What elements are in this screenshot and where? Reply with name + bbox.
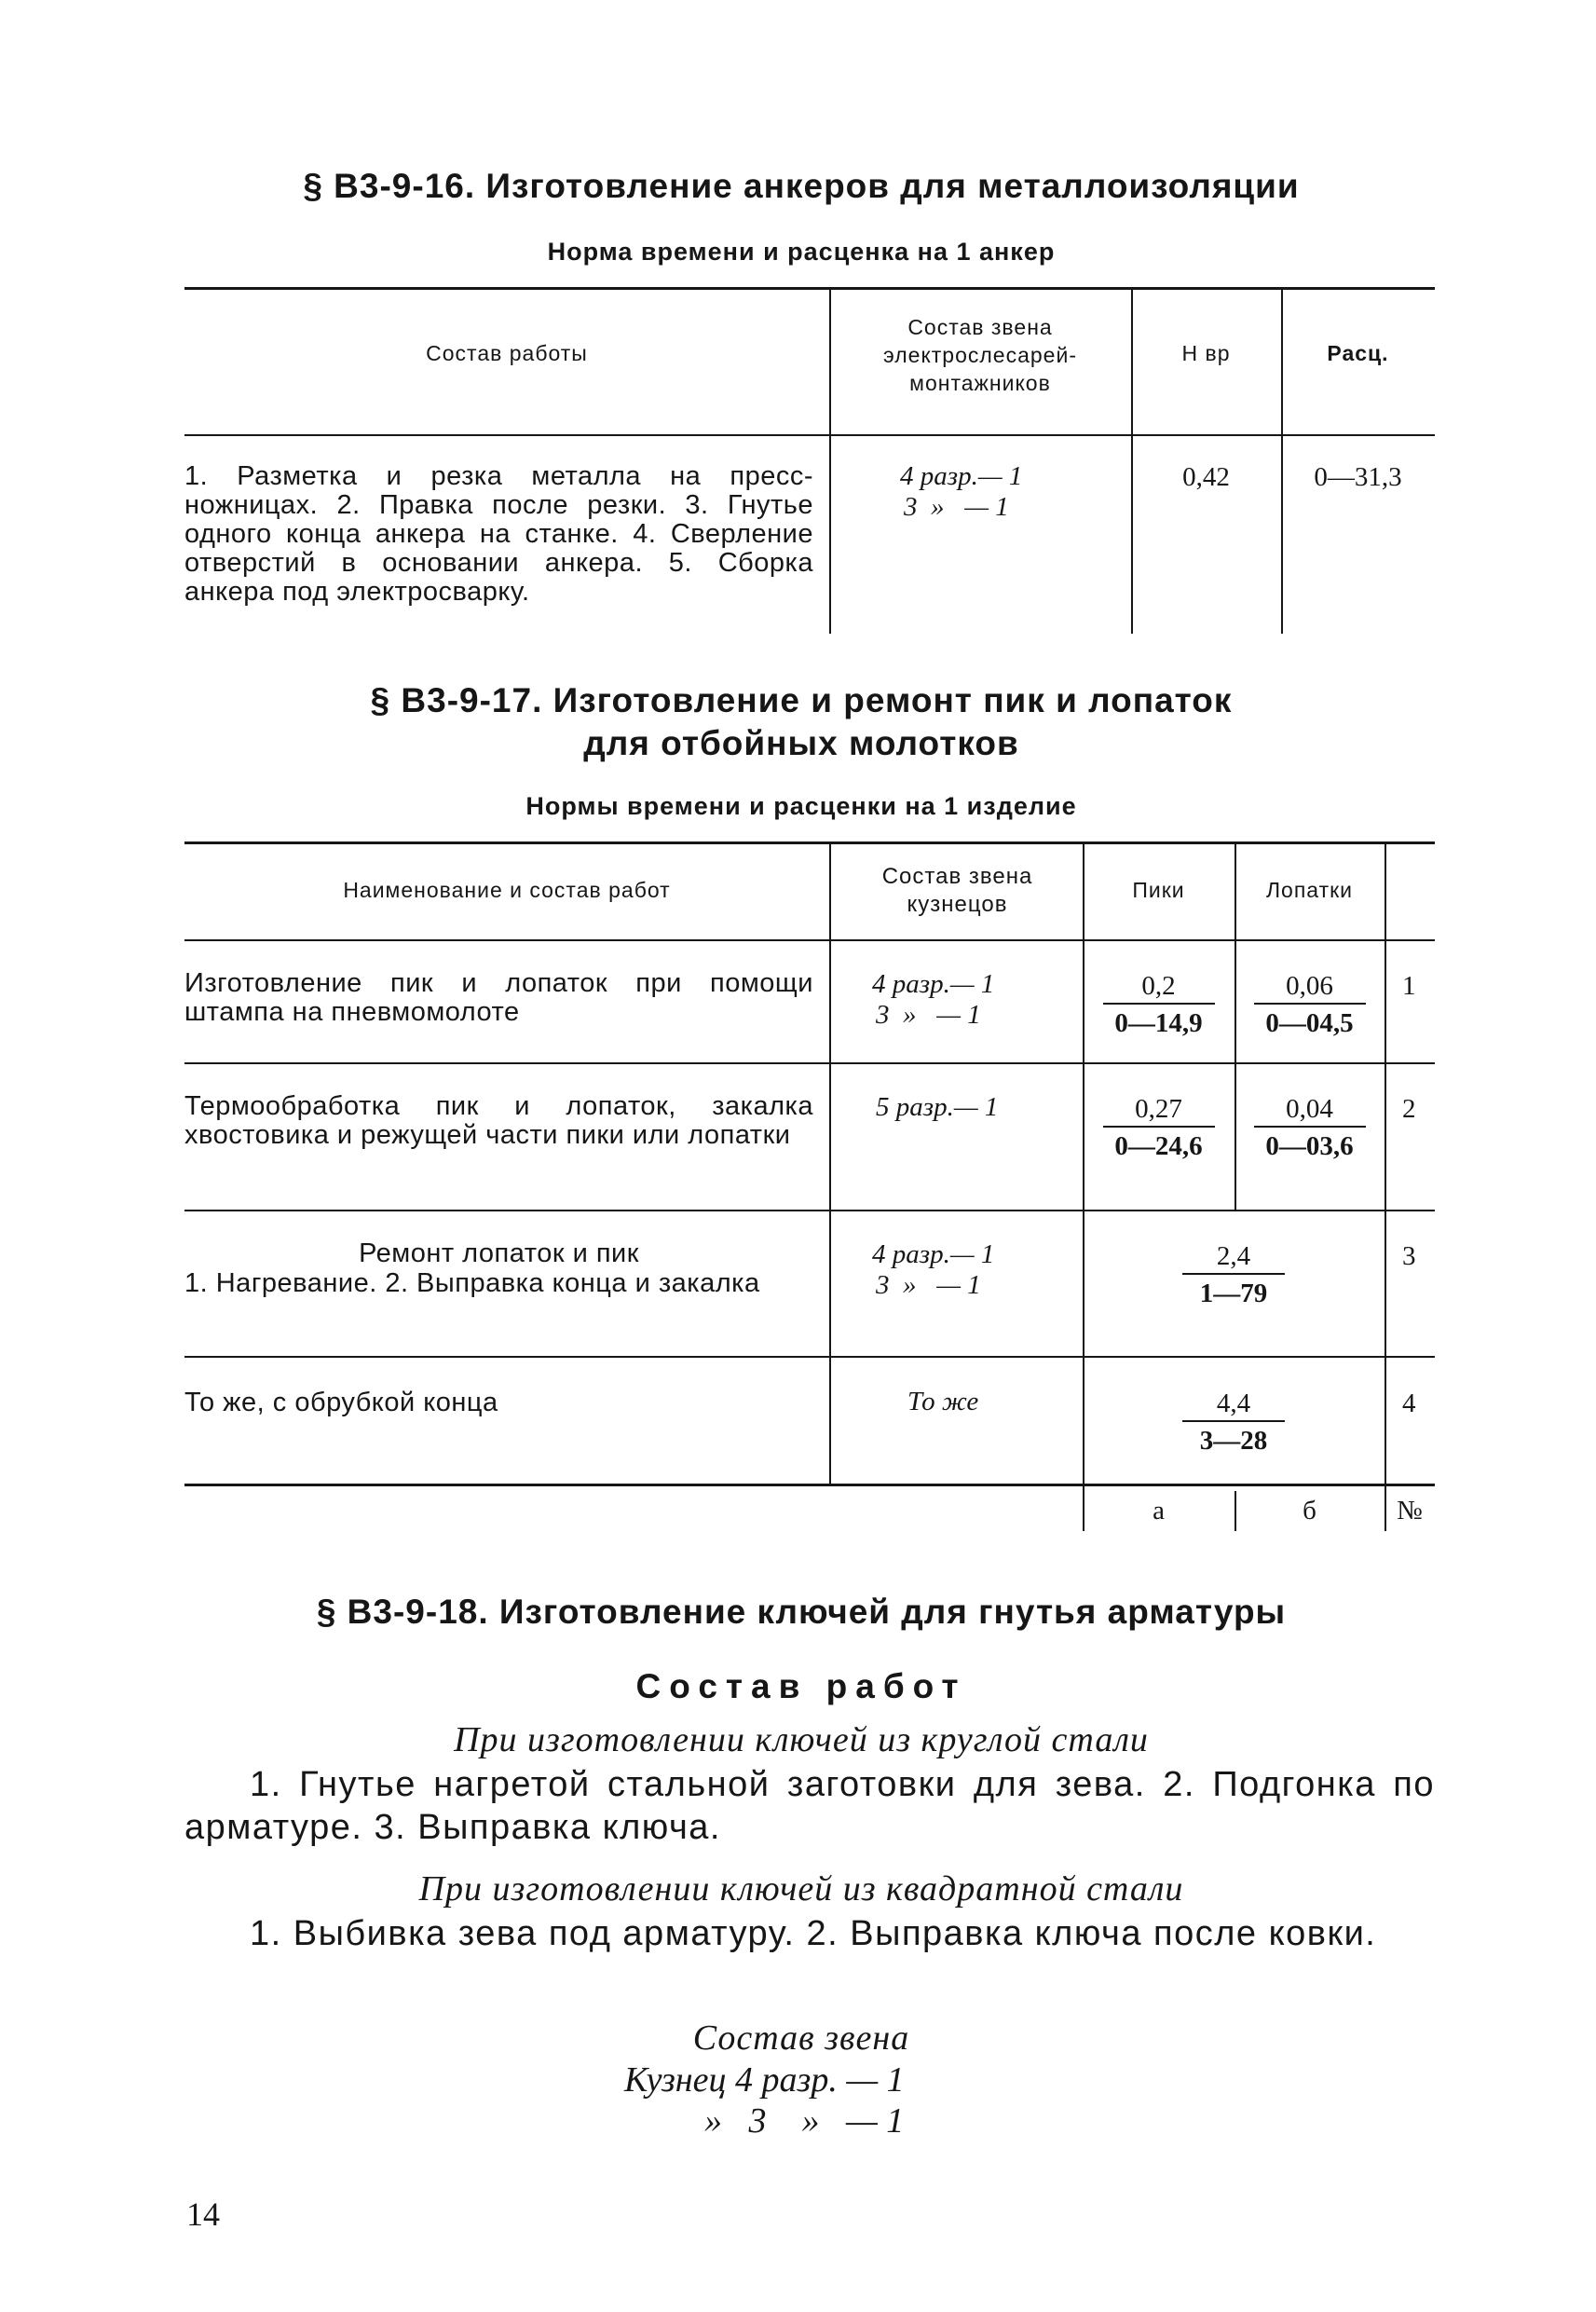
time-norm: 0,2 — [1141, 971, 1176, 1001]
crew-line-2: 3 » — 1 — [876, 1270, 981, 1300]
footer-col-b: б — [1303, 1496, 1316, 1525]
header-picks: Пики — [1132, 878, 1185, 902]
work-description: Изготовление пик и лопаток при помощи штампа на пневмомолоте — [184, 968, 813, 1027]
round-steel-heading: При изготовлении ключей из круглой стали — [454, 1720, 1149, 1759]
square-steel-text: 1. Выбивка зева под арматуру. 2. Выправка ключа после ковки. — [250, 1914, 1377, 1953]
crew-line-1: 4 разр.— 1 — [872, 969, 995, 999]
time-norm: 4,4 — [1216, 1389, 1251, 1418]
crew-line-2: » 3 » — 1 — [704, 2101, 905, 2141]
time-norm: 0,42 — [1182, 462, 1230, 492]
page-number: 14 — [186, 2196, 220, 2233]
header-blades: Лопатки — [1265, 878, 1354, 902]
time-norm: 0,27 — [1135, 1094, 1182, 1124]
rate-value: 0—24,6 — [1114, 1131, 1203, 1161]
crew-line-1: 4 разр.— 1 — [872, 1239, 995, 1269]
time-norm: 2,4 — [1216, 1241, 1251, 1271]
section-17-subtitle: Нормы времени и расценки на 1 изделие — [525, 792, 1077, 820]
header-rate: Расц. — [1327, 341, 1389, 365]
rate-value: 3—28 — [1199, 1426, 1268, 1456]
header-crew: Состав звена электрослесарей-монтажников — [883, 315, 1077, 395]
work-description: 1. Нагревание. 2. Выправка конца и закалка — [184, 1268, 760, 1298]
picks-blades-value — [1092, 1387, 1375, 1456]
crew-line-2: 3 » — 1 — [876, 1000, 981, 1030]
header-work: Состав работы — [426, 341, 588, 365]
row-number: 4 — [1402, 1389, 1416, 1418]
rate-value: 1—79 — [1199, 1279, 1268, 1308]
footer-col-no: № — [1397, 1496, 1423, 1525]
time-norm: 0,04 — [1286, 1094, 1333, 1124]
work-description: То же, с обрубкой конца — [184, 1388, 498, 1417]
section-17-title-line-2: для отбойных молотков — [583, 724, 1019, 762]
rate-value: 0—04,5 — [1265, 1008, 1354, 1038]
time-norm: 0,06 — [1286, 971, 1333, 1001]
row-number: 1 — [1402, 971, 1416, 1001]
section-18-title: § В3-9-18. Изготовление ключей для гнутья арматуры — [316, 1593, 1287, 1631]
row-number: 2 — [1402, 1094, 1416, 1124]
square-steel-heading: При изготовлении ключей из квадратной стали — [418, 1869, 1184, 1908]
blades-value — [1244, 1092, 1375, 1161]
crew-line-2: 3 » — 1 — [904, 492, 1009, 522]
header-nvr: Н вр — [1181, 341, 1231, 365]
header-crew: Состав звена кузнецов — [881, 864, 1033, 917]
work-description: Термообработка пик и лопаток, закалка хвостовика и режущей части пики или лопатки — [184, 1091, 813, 1150]
round-steel-text: 1. Гнутье нагретой стальной заготовки для зева. 2. Подгонка по арматуре. 3. Выправка ключа. — [184, 1765, 1435, 1847]
crew-line-1: То же — [907, 1387, 979, 1416]
crew-line-1: 5 разр.— 1 — [876, 1092, 999, 1122]
crew-heading: Состав звена — [692, 2018, 910, 2058]
rate-value: 0—14,9 — [1114, 1008, 1203, 1038]
row-number: 3 — [1402, 1241, 1416, 1271]
work-title: Ремонт лопаток и пик — [359, 1238, 639, 1268]
footer-col-a: а — [1153, 1496, 1165, 1525]
crew-line-1: Кузнец 4 разр. — 1 — [624, 2060, 905, 2100]
work-description: 1. Разметка и резка металла на пресс-ножницах. 2. Правка после резки. 3. Гнутье одного конца анкера на станке. 4. Сверление отверстий в основании анкера. 5. Сборка анкера под электросварку. — [184, 461, 813, 607]
section-16-title: § В3-9-16. Изготовление анкеров для металлоизоляции — [303, 167, 1300, 205]
picks-value — [1092, 1092, 1225, 1161]
picks-value — [1092, 969, 1225, 1038]
header-work: Наименование и состав работ — [343, 878, 671, 902]
blades-value — [1244, 969, 1375, 1038]
crew-line-1: 4 разр.— 1 — [900, 461, 1023, 491]
section-16-subtitle: Норма времени и расценка на 1 анкер — [547, 238, 1056, 266]
rate-value: 0—31,3 — [1314, 462, 1402, 492]
composition-heading: Состав работ — [635, 1667, 967, 1705]
rate-value: 0—03,6 — [1265, 1131, 1354, 1161]
picks-blades-value — [1092, 1239, 1375, 1308]
section-17-title-line-1: § В3-9-17. Изготовление и ремонт пик и лопаток — [370, 681, 1233, 719]
